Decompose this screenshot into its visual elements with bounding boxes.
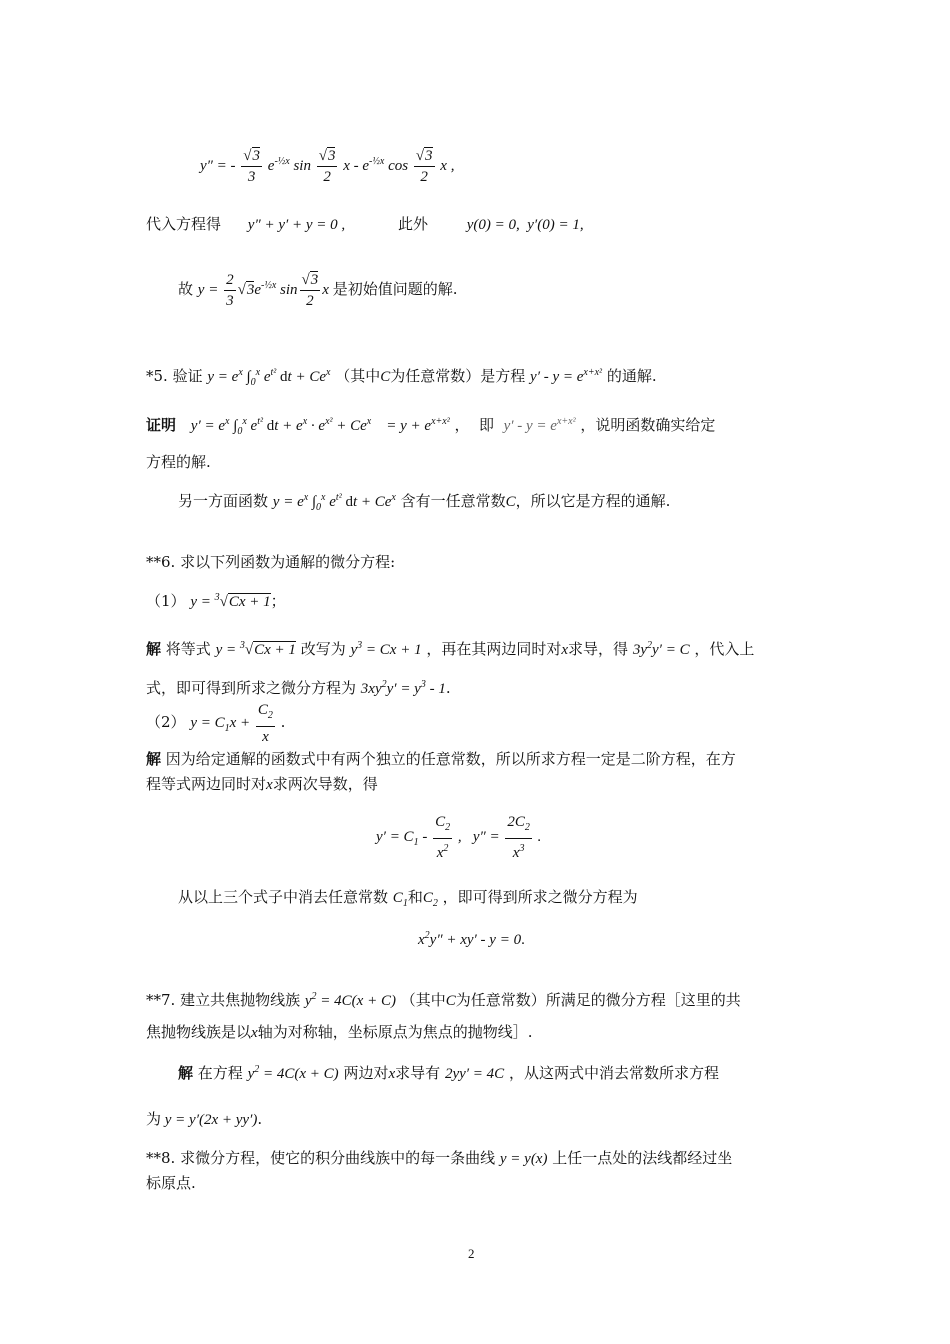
text-line-substitute: 代入方程得 y″ + y′ + y = 0 , 此外 y(0) = 0, y′(0) = 1, [146, 215, 584, 233]
solution-6-2-line-1: 解 因为给定通解的函数式中有两个独立的任意常数，所以所求方程一定是二阶方程，在方 [146, 750, 736, 768]
solution-6-1-line-1: 解 将等式 y = $^3$√Cx + 1 改写为 $y^3 = Cx + 1$ ，再在其两边同时对x求导，得 $3y^2y' = C$ ，代入上 [146, 640, 755, 658]
solution-7-line-1: 解 在方程 $y^2 = 4C(x + C)$ 两边对x求导有 2yy′ = 4C ，从这两式中消去常数所求方程 [178, 1064, 719, 1082]
proof-line-1: 证明 $y' = e^x$ $\int_0^x$ $e^{t^2}$ dt + $e^x \cdot e^{x^2} + Ce^x$ = $y + e^{x+x^2}$ ， 即 $y' - y = e^{x+x^2}$ ，说明函数确实给定 [146, 416, 716, 437]
solution-7-line-2: 为 y = y′(2x + yy′). [146, 1110, 263, 1128]
problem-8-line-2: 标原点. [146, 1174, 196, 1192]
formula-result-6-2: $x^2y'' + xy' - y = 0$. [418, 930, 525, 948]
solution-6-1-line-2: 式，即可得到所求之微分方程为 $3xy^2y' = y^3 - 1$. [146, 679, 451, 697]
page-number: 2 [468, 1246, 475, 1261]
problem-7-line-2: 焦抛物线族是以x轴为对称轴，坐标原点为焦点的抛物线］. [146, 1023, 533, 1041]
proof-line-2: 方程的解. [146, 453, 211, 471]
formula-derivatives: $y' = C_1$ - $\frac{C_2}{x^2}$ , y″ = $\frac{2C_2}{x^3}$ . [376, 814, 542, 861]
problem-5: *5. 验证 $y = e^x$ $\int_0^x$ $e^{t^2}$ dt + $Ce^x$ （其中C为任意常数）是方程 $y' - y = e^{x+x^2}$ 的通解. [146, 367, 657, 388]
solution-6-2-line-3: 从以上三个式子中消去任意常数 $C_1$和$C_2$ ，即可得到所求之微分方程为 [178, 888, 638, 909]
proof-line-3: 另一方面函数 $y = e^x$ $\int_0^x$ $e^{t^2}$ dt + $Ce^x$ 含有一任意常数C，所以它是方程的通解. [178, 492, 671, 513]
formula-y-second-derivative: y″ = - $\frac{√3}{3}$ $e^{-\frac{1}{2}x}$ sin $\frac{√3}{2}$ x - $e^{-\frac{1}{2}x}$ cos $\frac{√3}{2}$ x , [200, 148, 455, 186]
problem-6-part-1: （1） y = $^3$√Cx + 1； [146, 592, 286, 610]
problem-6-part-2: （2） $y = C_1x$ + $\frac{C_2}{x}$ . [146, 702, 286, 746]
problem-7-line-1: **7. 建立共焦抛物线族 $y^2 = 4C(x + C)$ （其中C为任意常数）所满足的微分方程［这里的共 [146, 991, 741, 1009]
solution-6-2-line-2: 程等式两边同时对x求两次导数，得 [146, 775, 378, 793]
problem-8-line-1: **8. 求微分方程，使它的积分曲线族中的每一条曲线 y = y(x) 上任一点处的法线都经过坐 [146, 1149, 733, 1167]
problem-6-title: **6. 求以下列函数为通解的微分方程: [146, 553, 396, 571]
text-line-solution: 故 y = $\frac{2}{3}$ $√3e^{-\frac{1}{2}x}$ sin $\frac{√3}{2}$ x 是初始值问题的解. [178, 272, 458, 310]
